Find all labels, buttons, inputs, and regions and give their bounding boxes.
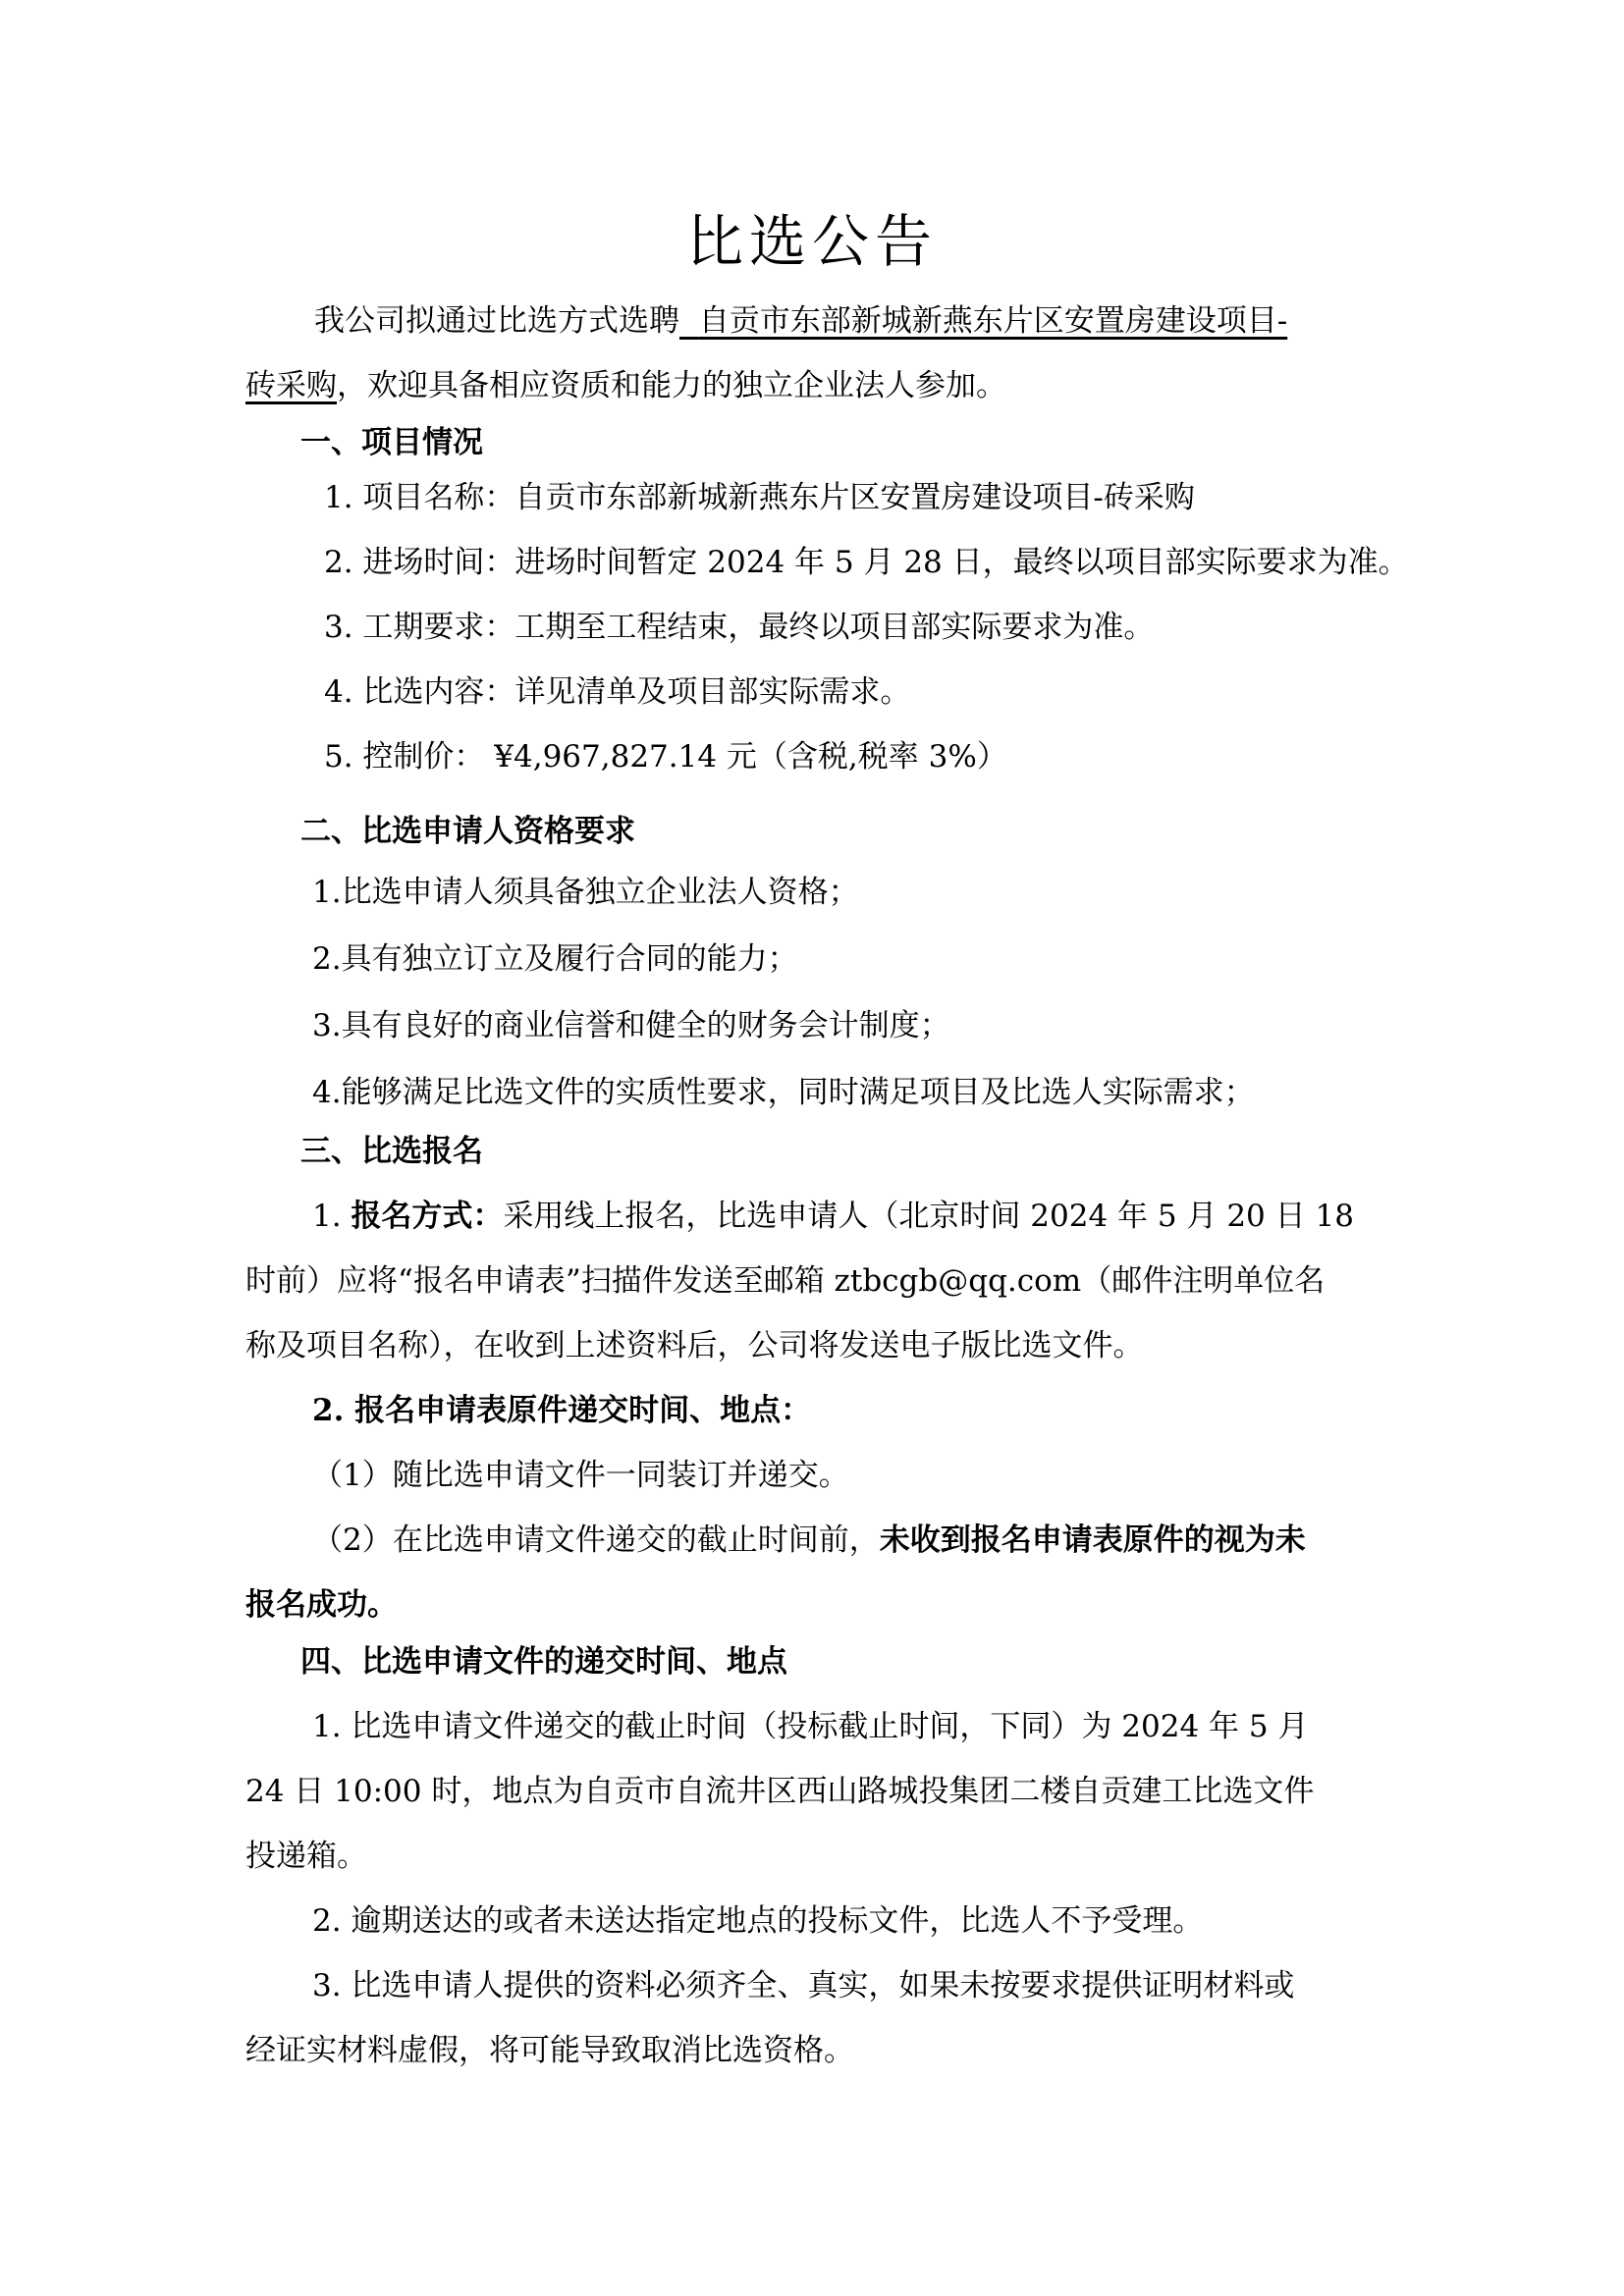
section3-p1-bold: 报名方式： [351,1199,504,1234]
intro-lead: 我公司拟通过比选方式选聘 [314,303,679,339]
section3-p2-item-1: （1）随比选申请文件一同装订并递交。 [312,1458,849,1493]
section3-p1-line-2: 时前）应将“报名申请表”扫描件发送至邮箱 ztbcgb@qq.com（邮件注明单位名 [245,1263,1326,1299]
section3-p2-item-2-line-2: 报名成功。 [245,1587,398,1623]
section3-p1-line-3: 称及项目名称），在收到上述资料后，公司将发送电子版比选文件。 [245,1328,1144,1363]
section4-p1-line-1: 1. 比选申请文件递交的截止时间（投标截止时间，下同）为 2024 年 5 月 [312,1709,1309,1744]
section1-item-5: 5. 控制价： ¥4,967,827.14 元（含税,税率 3%） [324,739,1007,774]
intro-project-underlined-1: 自贡市东部新城新燕东片区安置房建设项目- [698,303,1288,339]
intro-project-underlined-2: 砖采购 [245,368,337,403]
section4-p1-line-2: 24 日 10:00 时，地点为自贡市自流井区西山路城投集团二楼自贡建工比选文件 [245,1774,1315,1809]
section3-p2-item-2-lead: （2）在比选申请文件递交的截止时间前， [312,1522,880,1558]
section3-p1-line-1 [312,1184,1451,1249]
section1-heading: 一、项目情况 [300,425,483,460]
section3-p2-heading: 2. 报名申请表原件递交时间、地点： [312,1393,812,1428]
section3-p2-item-2-bold: 未收到报名申请表原件的视为未 [879,1522,1306,1558]
section4-p3-line-1: 3. 比选申请人提供的资料必须齐全、真实，如果未按要求提供证明材料或 [312,1968,1295,2003]
section1-item-3: 3. 工期要求：工期至工程结束，最终以项目部实际要求为准。 [324,610,1155,645]
section4-p3-line-2: 经证实材料虚假，将可能导致取消比选资格。 [245,2033,854,2068]
intro-line-1 [314,289,1453,353]
section2-heading: 二、比选申请人资格要求 [300,814,635,849]
section1-item-2: 2. 进场时间：进场时间暂定 2024 年 5 月 28 日，最终以项目部实际要求为准。 [324,545,1409,580]
section4-p1-line-3: 投递箱。 [245,1839,367,1874]
section4-p2: 2. 逾期送达的或者未送达指定地点的投标文件，比选人不予受理。 [312,1903,1204,1939]
section3-p1-num: 1. [312,1199,352,1234]
section2-item-4: 4.能够满足比选文件的实质性要求，同时满足项目及比选人实际需求； [312,1075,1255,1110]
section3-p2-item-2-line-1 [312,1508,1451,1573]
section2-item-3: 3.具有良好的商业信誉和健全的财务会计制度； [312,1008,950,1043]
section3-heading: 三、比选报名 [300,1134,483,1169]
page-title: 比选公告 [685,208,938,275]
section4-heading: 四、比选申请文件的递交时间、地点 [300,1644,787,1680]
section3-p1-text: 采用线上报名，比选申请人（北京时间 2024 年 5 月 20 日 18 [503,1199,1354,1234]
intro-tail: ，欢迎具备相应资质和能力的独立企业法人参加。 [337,368,1006,403]
section1-item-4: 4. 比选内容：详见清单及项目部实际需求。 [324,674,911,710]
section2-item-1: 1.比选申请人须具备独立企业法人资格； [312,875,859,910]
section1-item-1: 1. 项目名称：自贡市东部新城新燕东片区安置房建设项目-砖采购 [324,480,1195,515]
intro-line-2 [245,353,1384,418]
section2-item-2: 2.具有独立订立及履行合同的能力； [312,941,798,977]
